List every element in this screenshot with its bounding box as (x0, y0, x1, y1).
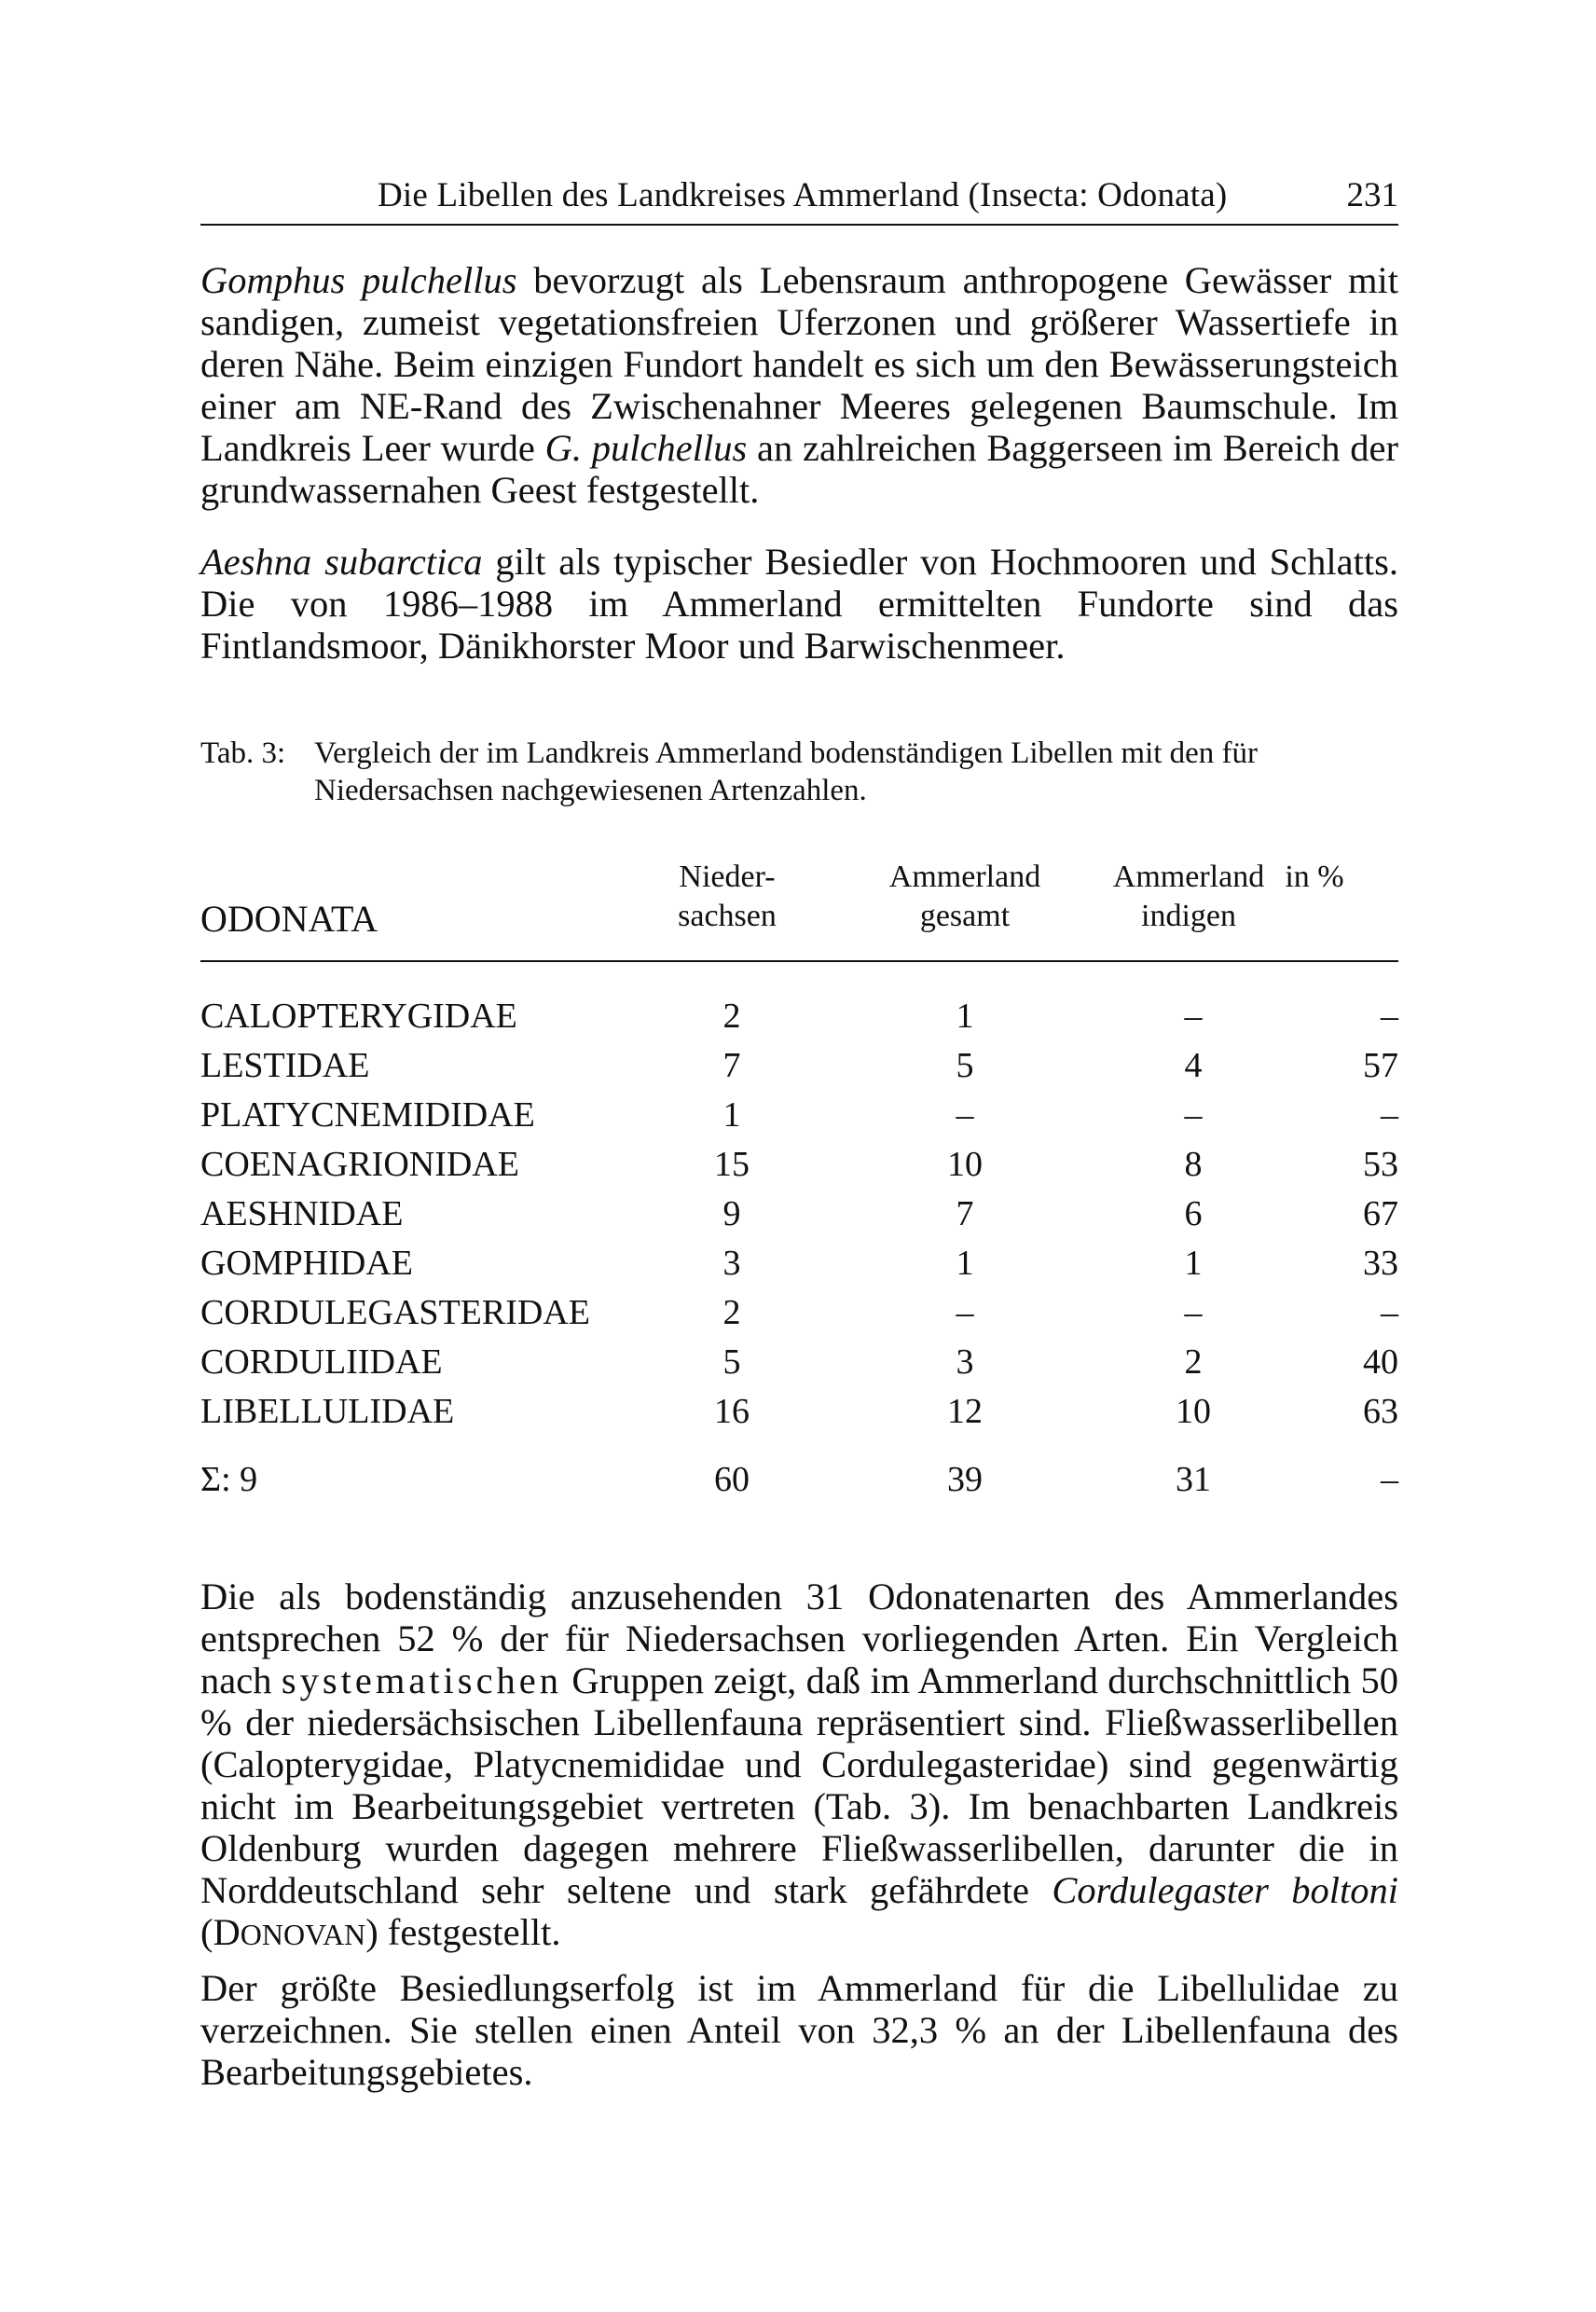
cell-niedersachsen: 7 (722, 1046, 741, 1085)
cell-percent: – (1381, 1460, 1398, 1499)
family-name: PLATYCNEMIDIDAE (200, 1095, 535, 1135)
cell-gesamt: 1 (956, 1244, 974, 1283)
cell-gesamt: 12 (947, 1392, 983, 1431)
paragraph-text: Gruppen zeigt, daß im Ammerland durchschnittlich 50 % der niedersächsischen Libellenfauna repräsentiert sind. Fließwasserlibellen (Calopterygidae, Platycnemididae und Cordulegasteridae) sind gegenwärtig nicht im Bearbeitungsgebiet vertreten (Tab. 3). Im benachbarten Landkreis Oldenburg wurden dagegen mehrere Fließwasserlibellen, darunter die in Norddeutschland sehr seltene und stark gefährdete (200, 1659, 1399, 1911)
table-header-niedersachsen (611, 858, 844, 936)
header-rule (200, 224, 1398, 226)
cell-indigen: 31 (1176, 1460, 1211, 1499)
cell-niedersachsen: 2 (722, 997, 741, 1036)
cell-indigen: 4 (1184, 1046, 1203, 1085)
species-name: Gomphus pulchellus (200, 259, 517, 301)
caption-text: Vergleich der im Landkreis Ammerland bodenständigen Libellen mit den für Niedersachsen nachgewiesenen Artenzahlen. (314, 736, 1259, 807)
cell-indigen: 1 (1184, 1244, 1203, 1283)
header-line: gesamt (919, 899, 1011, 933)
paragraph-text: an zahlreichen Baggerseen im Bereich der grundwassernahen Geest festgestellt. (200, 427, 1398, 511)
family-name: COENAGRIONIDAE (200, 1145, 519, 1184)
cell-percent: 63 (1363, 1392, 1398, 1431)
sum-label: Σ: 9 (200, 1460, 258, 1499)
cell-niedersachsen: 1 (722, 1095, 741, 1135)
paragraph-text: (D (200, 1911, 241, 1953)
cell-niedersachsen: 16 (714, 1392, 750, 1431)
cell-percent: – (1381, 1293, 1398, 1332)
table-row (200, 1144, 1398, 1193)
cell-indigen: 8 (1184, 1145, 1203, 1184)
cell-indigen: – (1184, 997, 1203, 1036)
cell-niedersachsen: 3 (722, 1244, 741, 1283)
cell-gesamt: – (956, 1293, 974, 1332)
table-row (200, 1292, 1398, 1342)
header-line: Ammerland (888, 860, 1041, 894)
cell-gesamt: 5 (956, 1046, 974, 1085)
table-header-ammerland-gesamt (853, 858, 1077, 936)
header-line: Ammerland (1112, 860, 1265, 894)
cell-gesamt: – (956, 1095, 974, 1135)
cell-percent: 57 (1363, 1046, 1398, 1085)
page-number: 231 (1346, 176, 1398, 214)
author-small-caps: ONOVAN (240, 1918, 366, 1951)
header-line: in % (1285, 860, 1344, 894)
cell-percent: 40 (1363, 1342, 1398, 1382)
table-row (200, 1243, 1398, 1292)
cell-indigen: – (1184, 1293, 1203, 1332)
cell-percent: 67 (1363, 1194, 1398, 1233)
table-sum-row (200, 1459, 1398, 1508)
cell-gesamt: 7 (956, 1194, 974, 1233)
cell-percent: 53 (1363, 1145, 1398, 1184)
species-name: G. pulchellus (544, 427, 748, 469)
cell-niedersachsen: 60 (714, 1460, 750, 1499)
cell-niedersachsen: 2 (722, 1293, 741, 1332)
cell-indigen: 2 (1184, 1342, 1203, 1382)
cell-indigen: 6 (1184, 1194, 1203, 1233)
header-line: indigen (1141, 899, 1236, 933)
running-header (200, 168, 1398, 224)
table-row (200, 1193, 1398, 1243)
caption-label: Tab. 3: (200, 736, 286, 770)
paragraph-text: gilt als typischer Besiedler von Hochmooren und Schlatts. Die von 1986–1988 im Ammerland ermittelten Fundorte sind das Fintlandsmoor, Dänikhorster Moor und Barwischenmeer. (200, 541, 1398, 667)
table-row (200, 1342, 1398, 1391)
paragraph-text: ) festgestellt. (365, 1911, 561, 1953)
family-name: CALOPTERYGIDAE (200, 997, 517, 1036)
cell-niedersachsen: 9 (722, 1194, 741, 1233)
paragraph-comparison (200, 1576, 1398, 1956)
paragraph-text: bevorzugt als Lebensraum anthropogene Gewässer mit sandigen, zumeist vegetationsfreien Uferzonen und größerer Wassertiefe in deren Nähe. Beim einzigen Fundort handelt es sich um den Bewässerungsteich einer am NE-Rand des Zwischenahner Meeres gelegenen Baumschule. Im Landkreis Leer wurde (200, 259, 1399, 469)
species-name: Aeshna subarctica (200, 541, 483, 583)
cell-indigen: 10 (1176, 1392, 1211, 1431)
running-title: Die Libellen des Landkreises Ammerland (Insecta: Odonata) (378, 176, 1228, 214)
family-name: AESHNIDAE (200, 1194, 404, 1233)
paragraph-aeshna (200, 541, 1398, 667)
family-name: CORDULEGASTERIDAE (200, 1293, 590, 1332)
paragraph-text: Der größte Besiedlungserfolg ist im Ammerland für die Libellulidae zu verzeichnen. Sie stellen einen Anteil von 32,3 % an der Libellenfauna des Bearbeitungsgebietes. (200, 1967, 1398, 2093)
cell-percent: – (1381, 997, 1398, 1036)
header-line: Nieder- (679, 860, 776, 894)
cell-percent: 33 (1363, 1244, 1398, 1283)
paragraph-libellulidae (200, 1967, 1398, 2093)
family-name: GOMPHIDAE (200, 1244, 413, 1283)
cell-gesamt: 1 (956, 997, 974, 1036)
cell-niedersachsen: 5 (722, 1342, 741, 1382)
table-row (200, 1094, 1398, 1144)
table-header-percent (1235, 858, 1394, 897)
species-name: Cordulegaster boltoni (1052, 1869, 1398, 1911)
cell-percent: – (1381, 1095, 1398, 1135)
family-name: LESTIDAE (200, 1046, 370, 1085)
header-line: sachsen (678, 899, 777, 933)
spaced-word: systematischen (281, 1659, 563, 1701)
family-name: CORDULIIDAE (200, 1342, 443, 1382)
table-row (200, 1391, 1398, 1440)
table-header-odonata: ODONATA (200, 898, 378, 940)
paragraph-gomphus (200, 259, 1398, 511)
table-rule (200, 960, 1398, 962)
family-name: LIBELLULIDAE (200, 1392, 455, 1431)
cell-gesamt: 10 (947, 1145, 983, 1184)
cell-indigen: – (1184, 1095, 1203, 1135)
paragraph-text: Die als bodenständig anzusehenden 31 Odonatenarten des Ammerlandes entsprechen 52 % der für Niedersachsen vorliegenden Arten. Ein Vergleich nach (200, 1576, 1398, 1701)
table-row (200, 1045, 1398, 1094)
cell-niedersachsen: 15 (714, 1145, 750, 1184)
cell-gesamt: 3 (956, 1342, 974, 1382)
cell-gesamt: 39 (947, 1460, 983, 1499)
table-row (200, 996, 1398, 1045)
